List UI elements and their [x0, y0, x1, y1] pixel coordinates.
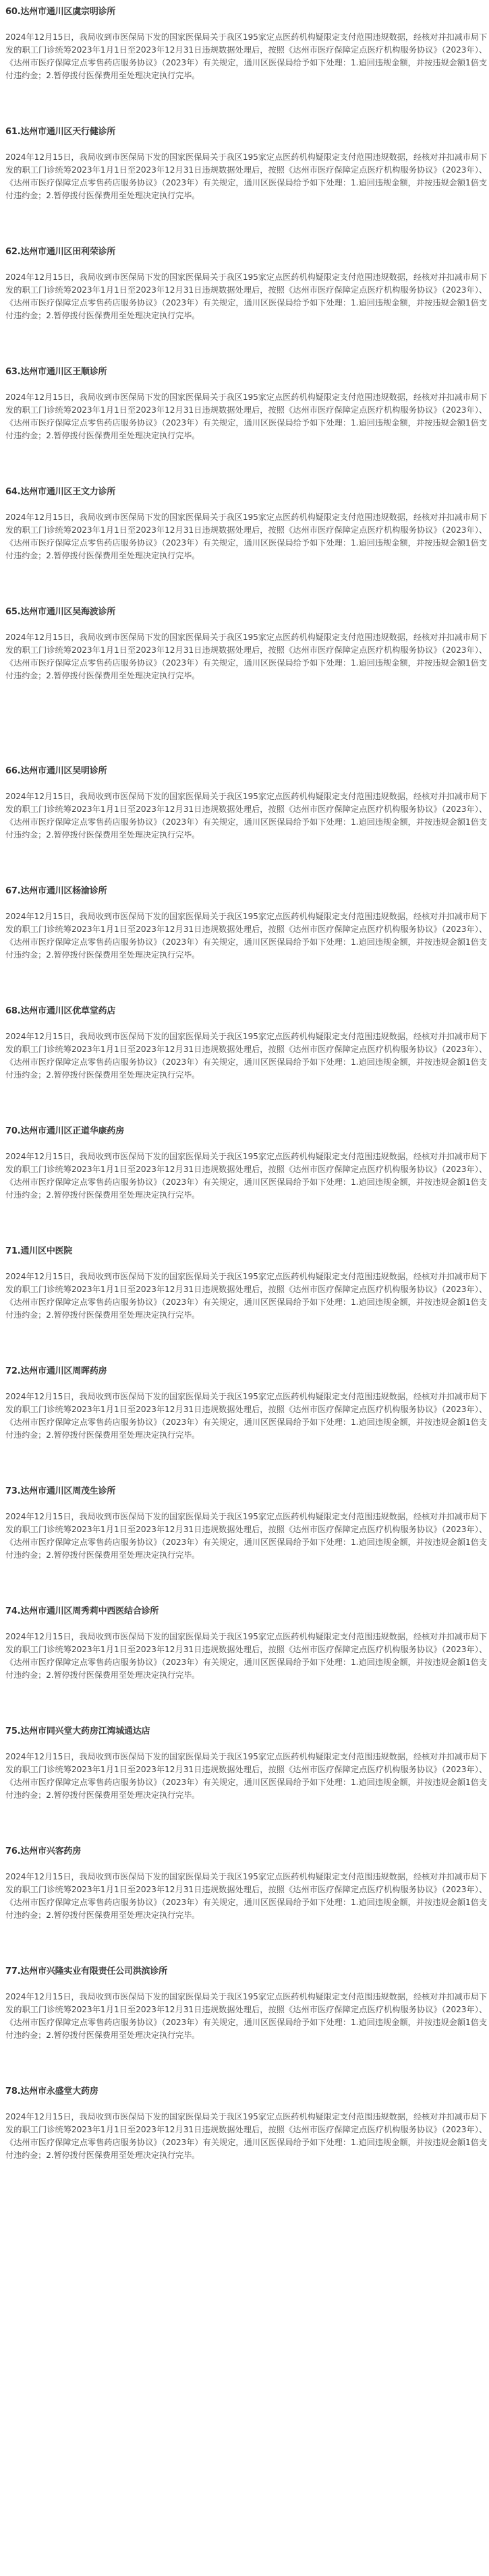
entry-title: 62.达州市通川区田利荣诊所: [5, 247, 116, 257]
entry-title: 70.达州市通川区正道华康药房: [5, 1126, 125, 1136]
entry-body: 2024年12月15日，我局收到市医保局下发的国家医保局关于我区195家定点医药机构疑限定支付范围违规数据，经核对并扣减市局下发的职工门诊统筹2023年1月1日至2023年12月31日违规数据处理后，按照《达州市医疗保障定点医疗机构服务协议》（2023年）、《达州市医疗保障定点零售药店服务协议》（2023年）有关规定，通川区医保局给予如下处理：1.追回违规金额，并按违规金额1倍支付违约金；2.暂停拨付医保费用至处理决定执行完毕。: [5, 32, 487, 80]
entry-title: 63.达州市通川区王顺诊所: [5, 367, 107, 377]
entry-body: 2024年12月15日，我局收到市医保局下发的国家医保局关于我区195家定点医药机构疑限定支付范围违规数据，经核对并扣减市局下发的职工门诊统筹2023年1月1日至2023年12月31日违规数据处理后，按照《达州市医疗保障定点医疗机构服务协议》（2023年）、《达州市医疗保障定点零售药店服务协议》（2023年）有关规定，通川区医保局给予如下处理：1.追回违规金额，并按违规金额1倍支付违约金；2.暂停拨付医保费用至处理决定执行完毕。: [5, 912, 487, 960]
entry-title: 67.达州市通川区杨渝诊所: [5, 886, 107, 896]
entry-body: 2024年12月15日，我局收到市医保局下发的国家医保局关于我区195家定点医药机构疑限定支付范围违规数据，经核对并扣减市局下发的职工门诊统筹2023年1月1日至2023年12月31日违规数据处理后，按照《达州市医疗保障定点医疗机构服务协议》（2023年）、《达州市医疗保障定点零售药店服务协议》（2023年）有关规定，通川区医保局给予如下处理：1.追回违规金额，并按违规金额1倍支付违约金；2.暂停拨付医保费用至处理决定执行完毕。: [5, 1392, 487, 1440]
entry-body: 2024年12月15日，我局收到市医保局下发的国家医保局关于我区195家定点医药机构疑限定支付范围违规数据，经核对并扣减市局下发的职工门诊统筹2023年1月1日至2023年12月31日违规数据处理后，按照《达州市医疗保障定点医疗机构服务协议》（2023年）、《达州市医疗保障定点零售药店服务协议》（2023年）有关规定，通川区医保局给予如下处理：1.追回违规金额，并按违规金额1倍支付违约金；2.暂停拨付医保费用至处理决定执行完毕。: [5, 1152, 487, 1200]
entry-title: 64.达州市通川区王文力诊所: [5, 487, 116, 497]
entry-title: 73.达州市通川区周茂生诊所: [5, 1486, 116, 1496]
entry-title: 77.达州市兴隆实业有限责任公司洪滨诊所: [5, 1966, 168, 1977]
entry-title: 68.达州市通川区优草堂药店: [5, 1006, 116, 1016]
entry-body: 2024年12月15日，我局收到市医保局下发的国家医保局关于我区195家定点医药机构疑限定支付范围违规数据，经核对并扣减市局下发的职工门诊统筹2023年1月1日至2023年12月31日违规数据处理后，按照《达州市医疗保障定点医疗机构服务协议》（2023年）、《达州市医疗保障定点零售药店服务协议》（2023年）有关规定，通川区医保局给予如下处理：1.追回违规金额，并按违规金额1倍支付违约金；2.暂停拨付医保费用至处理决定执行完毕。: [5, 152, 487, 200]
entry-title: 74.达州市通川区周秀莉中西医结合诊所: [5, 1606, 159, 1616]
entry-body: 2024年12月15日，我局收到市医保局下发的国家医保局关于我区195家定点医药机构疑限定支付范围违规数据，经核对并扣减市局下发的职工门诊统筹2023年1月1日至2023年12月31日违规数据处理后，按照《达州市医疗保障定点医疗机构服务协议》（2023年）、《达州市医疗保障定点零售药店服务协议》（2023年）有关规定，通川区医保局给予如下处理：1.追回违规金额，并按违规金额1倍支付违约金；2.暂停拨付医保费用至处理决定执行完毕。: [5, 1632, 487, 1680]
entry-title: 66.达州市通川区吴明诊所: [5, 766, 107, 776]
entry-body: 2024年12月15日，我局收到市医保局下发的国家医保局关于我区195家定点医药机构疑限定支付范围违规数据，经核对并扣减市局下发的职工门诊统筹2023年1月1日至2023年12月31日违规数据处理后，按照《达州市医疗保障定点医疗机构服务协议》（2023年）、《达州市医疗保障定点零售药店服务协议》（2023年）有关规定，通川区医保局给予如下处理：1.追回违规金额，并按违规金额1倍支付违约金；2.暂停拨付医保费用至处理决定执行完毕。: [5, 513, 487, 560]
entry-body: 2024年12月15日，我局收到市医保局下发的国家医保局关于我区195家定点医药机构疑限定支付范围违规数据，经核对并扣减市局下发的职工门诊统筹2023年1月1日至2023年12月31日违规数据处理后，按照《达州市医疗保障定点医疗机构服务协议》（2023年）、《达州市医疗保障定点零售药店服务协议》（2023年）有关规定，通川区医保局给予如下处理：1.追回违规金额，并按违规金额1倍支付违约金；2.暂停拨付医保费用至处理决定执行完毕。: [5, 1872, 487, 1920]
entry-body: 2024年12月15日，我局收到市医保局下发的国家医保局关于我区195家定点医药机构疑限定支付范围违规数据，经核对并扣减市局下发的职工门诊统筹2023年1月1日至2023年12月31日违规数据处理后，按照《达州市医疗保障定点医疗机构服务协议》（2023年）、《达州市医疗保障定点零售药店服务协议》（2023年）有关规定，通川区医保局给予如下处理：1.追回违规金额，并按违规金额1倍支付违约金；2.暂停拨付医保费用至处理决定执行完毕。: [5, 1272, 487, 1320]
entry-title: 78.达州市永盛堂大药房: [5, 2086, 98, 2097]
entry-body: 2024年12月15日，我局收到市医保局下发的国家医保局关于我区195家定点医药机构疑限定支付范围违规数据，经核对并扣减市局下发的职工门诊统筹2023年1月1日至2023年12月31日违规数据处理后，按照《达州市医疗保障定点医疗机构服务协议》（2023年）、《达州市医疗保障定点零售药店服务协议》（2023年）有关规定，通川区医保局给予如下处理：1.追回违规金额，并按违规金额1倍支付违约金；2.暂停拨付医保费用至处理决定执行完毕。: [5, 633, 487, 680]
entry-body: 2024年12月15日，我局收到市医保局下发的国家医保局关于我区195家定点医药机构疑限定支付范围违规数据，经核对并扣减市局下发的职工门诊统筹2023年1月1日至2023年12月31日违规数据处理后，按照《达州市医疗保障定点医疗机构服务协议》（2023年）、《达州市医疗保障定点零售药店服务协议》（2023年）有关规定，通川区医保局给予如下处理：1.追回违规金额，并按违规金额1倍支付违约金；2.暂停拨付医保费用至处理决定执行完毕。: [5, 2112, 487, 2160]
entry-title: 71.通川区中医院: [5, 1246, 73, 1256]
entry-body: 2024年12月15日，我局收到市医保局下发的国家医保局关于我区195家定点医药机构疑限定支付范围违规数据，经核对并扣减市局下发的职工门诊统筹2023年1月1日至2023年12月31日违规数据处理后，按照《达州市医疗保障定点医疗机构服务协议》（2023年）、《达州市医疗保障定点零售药店服务协议》（2023年）有关规定，通川区医保局给予如下处理：1.追回违规金额，并按违规金额1倍支付违约金；2.暂停拨付医保费用至处理决定执行完毕。: [5, 1512, 487, 1560]
entry-body: 2024年12月15日，我局收到市医保局下发的国家医保局关于我区195家定点医药机构疑限定支付范围违规数据，经核对并扣减市局下发的职工门诊统筹2023年1月1日至2023年12月31日违规数据处理后，按照《达州市医疗保障定点医疗机构服务协议》（2023年）、《达州市医疗保障定点零售药店服务协议》（2023年）有关规定，通川区医保局给予如下处理：1.追回违规金额，并按违规金额1倍支付违约金；2.暂停拨付医保费用至处理决定执行完毕。: [5, 1752, 487, 1800]
entry-title: 61.达州市通川区天行健诊所: [5, 127, 116, 137]
entry-title: 72.达州市通川区周晖药房: [5, 1366, 107, 1376]
entry-body: 2024年12月15日，我局收到市医保局下发的国家医保局关于我区195家定点医药机构疑限定支付范围违规数据，经核对并扣减市局下发的职工门诊统筹2023年1月1日至2023年12月31日违规数据处理后，按照《达州市医疗保障定点医疗机构服务协议》（2023年）、《达州市医疗保障定点零售药店服务协议》（2023年）有关规定，通川区医保局给予如下处理：1.追回违规金额，并按违规金额1倍支付违约金；2.暂停拨付医保费用至处理决定执行完毕。: [5, 272, 487, 320]
entry-title: 76.达州市兴客药房: [5, 1846, 82, 1856]
entry-body: 2024年12月15日，我局收到市医保局下发的国家医保局关于我区195家定点医药机构疑限定支付范围违规数据，经核对并扣减市局下发的职工门诊统筹2023年1月1日至2023年12月31日违规数据处理后，按照《达州市医疗保障定点医疗机构服务协议》（2023年）、《达州市医疗保障定点零售药店服务协议》（2023年）有关规定，通川区医保局给予如下处理：1.追回违规金额，并按违规金额1倍支付违约金；2.暂停拨付医保费用至处理决定执行完毕。: [5, 1992, 487, 2040]
entry-title: 65.达州市通川区吴海波诊所: [5, 607, 116, 617]
entry-body: 2024年12月15日，我局收到市医保局下发的国家医保局关于我区195家定点医药机构疑限定支付范围违规数据，经核对并扣减市局下发的职工门诊统筹2023年1月1日至2023年12月31日违规数据处理后，按照《达州市医疗保障定点医疗机构服务协议》（2023年）、《达州市医疗保障定点零售药店服务协议》（2023年）有关规定，通川区医保局给予如下处理：1.追回违规金额，并按违规金额1倍支付违约金；2.暂停拨付医保费用至处理决定执行完毕。: [5, 1032, 487, 1080]
entry-title: 75.达州市同兴堂大药房江湾城通达店: [5, 1726, 150, 1736]
entry-body: 2024年12月15日，我局收到市医保局下发的国家医保局关于我区195家定点医药机构疑限定支付范围违规数据，经核对并扣减市局下发的职工门诊统筹2023年1月1日至2023年12月31日违规数据处理后，按照《达州市医疗保障定点医疗机构服务协议》（2023年）、《达州市医疗保障定点零售药店服务协议》（2023年）有关规定，通川区医保局给予如下处理：1.追回违规金额，并按违规金额1倍支付违约金；2.暂停拨付医保费用至处理决定执行完毕。: [5, 392, 487, 440]
entry-title: 60.达州市通川区虞宗明诊所: [5, 7, 116, 17]
entry-body: 2024年12月15日，我局收到市医保局下发的国家医保局关于我区195家定点医药机构疑限定支付范围违规数据，经核对并扣减市局下发的职工门诊统筹2023年1月1日至2023年12月31日违规数据处理后，按照《达州市医疗保障定点医疗机构服务协议》（2023年）、《达州市医疗保障定点零售药店服务协议》（2023年）有关规定，通川区医保局给予如下处理：1.追回违规金额，并按违规金额1倍支付违约金；2.暂停拨付医保费用至处理决定执行完毕。: [5, 792, 487, 840]
